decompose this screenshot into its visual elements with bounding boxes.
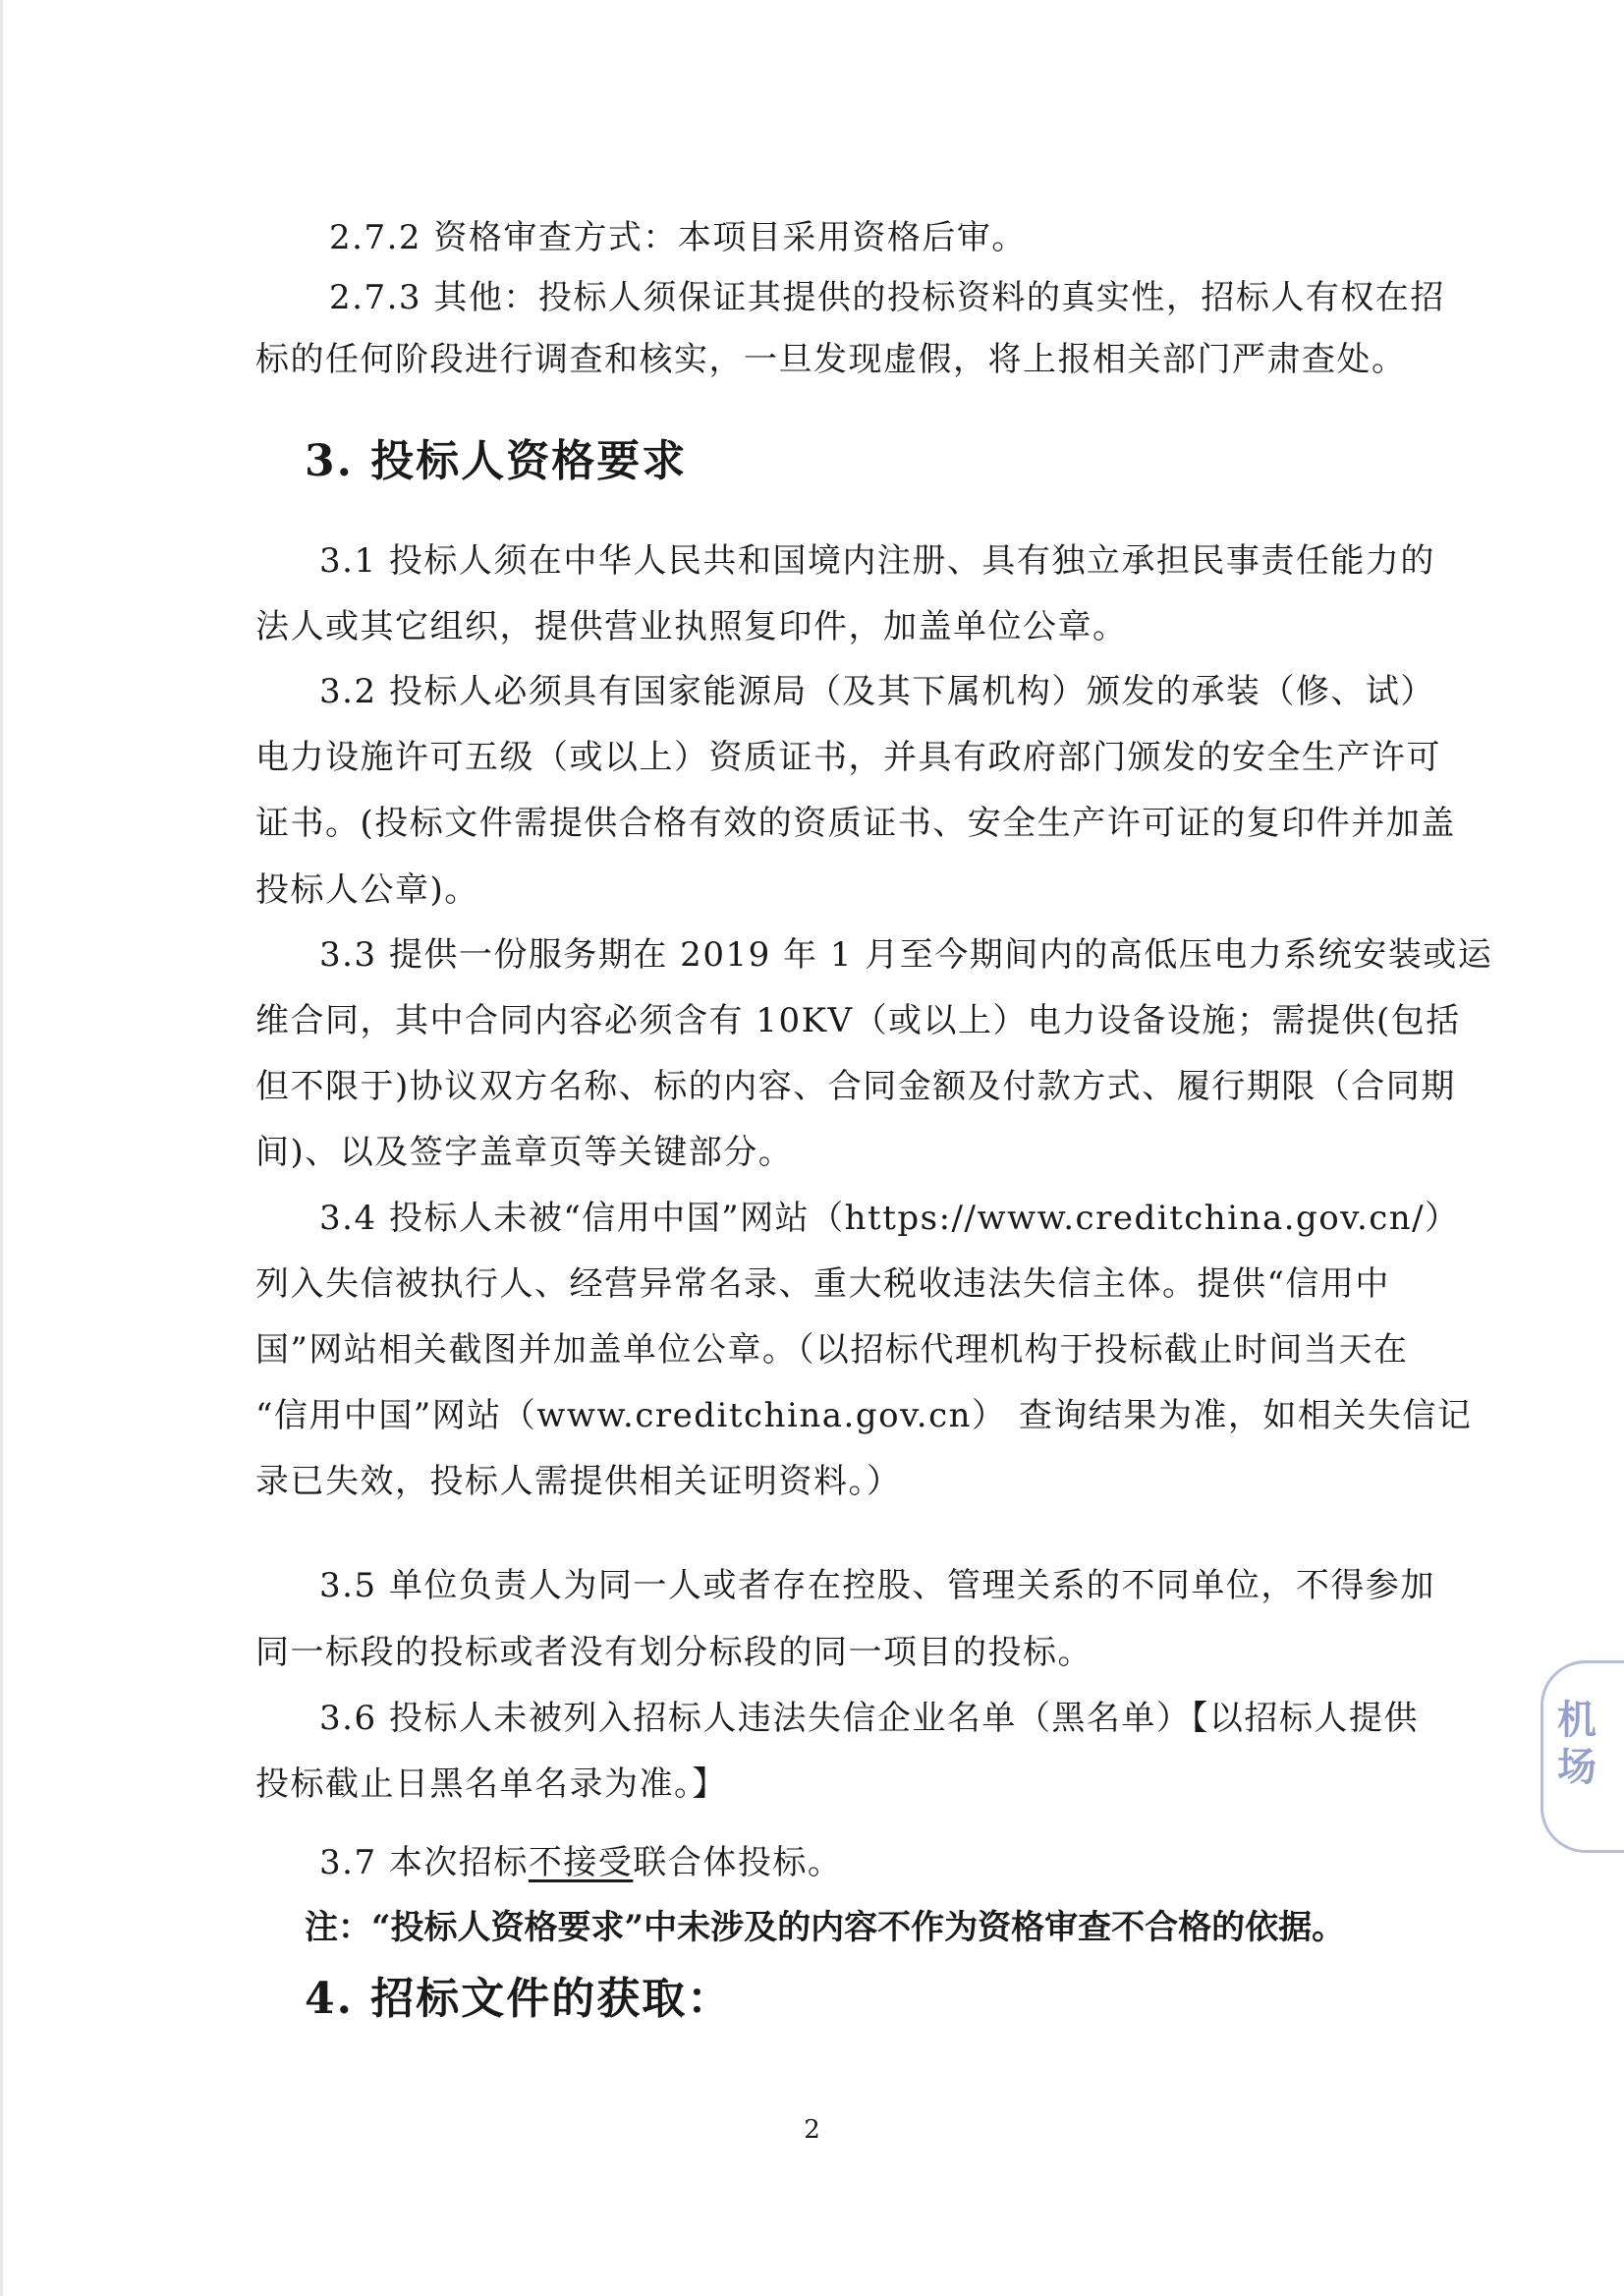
- para-3-3-line-3: 但不限于)协议双方名称、标的内容、合同金额及付款方式、履行期限（合同期: [255, 1067, 1456, 1106]
- para-3-7-underlined: 不接受: [528, 1843, 634, 1882]
- para-3-7: [319, 1837, 1459, 1888]
- para-3-2-line-3: 证书。(投标文件需提供合格有效的资质证书、安全生产许可证的复印件并加盖: [255, 804, 1456, 843]
- para-3-4-line-4: “信用中国”网站（www.creditchina.gov.cn） 查询结果为准，如相关失信记: [255, 1396, 1473, 1435]
- para-3-4-line-1: 3.4 投标人未被“信用中国”网站（https://www.creditchina.gov.cn/）: [319, 1199, 1460, 1238]
- para-3-6-line-1: 3.6 投标人未被列入招标人违法失信企业名单（黑名单）【以招标人提供: [319, 1699, 1419, 1738]
- para-3-2-line-4: 投标人公章)。: [255, 870, 479, 910]
- para-3-7-prefix: 3.7 本次招标: [319, 1843, 529, 1882]
- page-number: 2: [804, 2115, 820, 2145]
- para-3-2-line-1: 3.2 投标人必须具有国家能源局（及其下属机构）颁发的承装（修、试）: [319, 672, 1435, 711]
- para-3-2-line-2: 电力设施许可五级（或以上）资质证书，并具有政府部门颁发的安全生产许可: [255, 738, 1441, 777]
- para-3-5-line-1: 3.5 单位负责人为同一人或者存在控股、管理关系的不同单位，不得参加: [319, 1566, 1435, 1605]
- seal-stamp: [1540, 1660, 1624, 1853]
- heading-section-4: 4. 招标文件的获取：: [305, 1974, 733, 2024]
- para-3-5-line-2: 同一标段的投标或者没有划分标段的同一项目的投标。: [255, 1633, 1092, 1672]
- heading-section-3: 3. 投标人资格要求: [305, 436, 688, 486]
- para-3-3-line-1: 3.3 提供一份服务期在 2019 年 1 月至今期间内的高低压电力系统安装或运: [319, 935, 1493, 975]
- para-3-6-line-2: 投标截止日黑名单名录为准。】: [255, 1764, 727, 1804]
- para-3-3-line-4: 间)、以及签字盖章页等关键部分。: [255, 1133, 794, 1172]
- para-2-7-3-line-1: 2.7.3 其他：投标人须保证其提供的投标资料的真实性，招标人有权在招: [329, 278, 1445, 317]
- para-3-1-line-1: 3.1 投标人须在中华人民共和国境内注册、具有独立承担民事责任能力的: [319, 541, 1435, 581]
- qualification-note: 注：“投标人资格要求”中未涉及的内容不作为资格审查不合格的依据。: [305, 1908, 1346, 1947]
- para-3-4-line-3: 国”网站相关截图并加盖单位公章。（以招标代理机构于投标截止时间当天在: [255, 1330, 1409, 1370]
- para-3-1-line-2: 法人或其它组织，提供营业执照复印件，加盖单位公章。: [255, 607, 1128, 646]
- seal-stamp-text: 机场: [1557, 1698, 1596, 1790]
- para-3-7-suffix: 联合体投标。: [633, 1843, 843, 1882]
- para-3-3-line-2: 维合同，其中合同内容必须含有 10KV（或以上）电力设备设施；需提供(包括: [255, 1001, 1461, 1040]
- scan-edge: [0, 0, 3, 2296]
- para-3-4-line-2: 列入失信被执行人、经营异常名录、重大税收违法失信主体。提供“信用中: [255, 1264, 1390, 1304]
- para-2-7-3-line-2: 标的任何阶段进行调查和核实，一旦发现虚假，将上报相关部门严肃查处。: [255, 340, 1407, 379]
- para-2-7-2: 2.7.2 资格审查方式：本项目采用资格后审。: [329, 218, 1027, 257]
- para-3-4-line-5: 录已失效，投标人需提供相关证明资料。）: [255, 1462, 902, 1501]
